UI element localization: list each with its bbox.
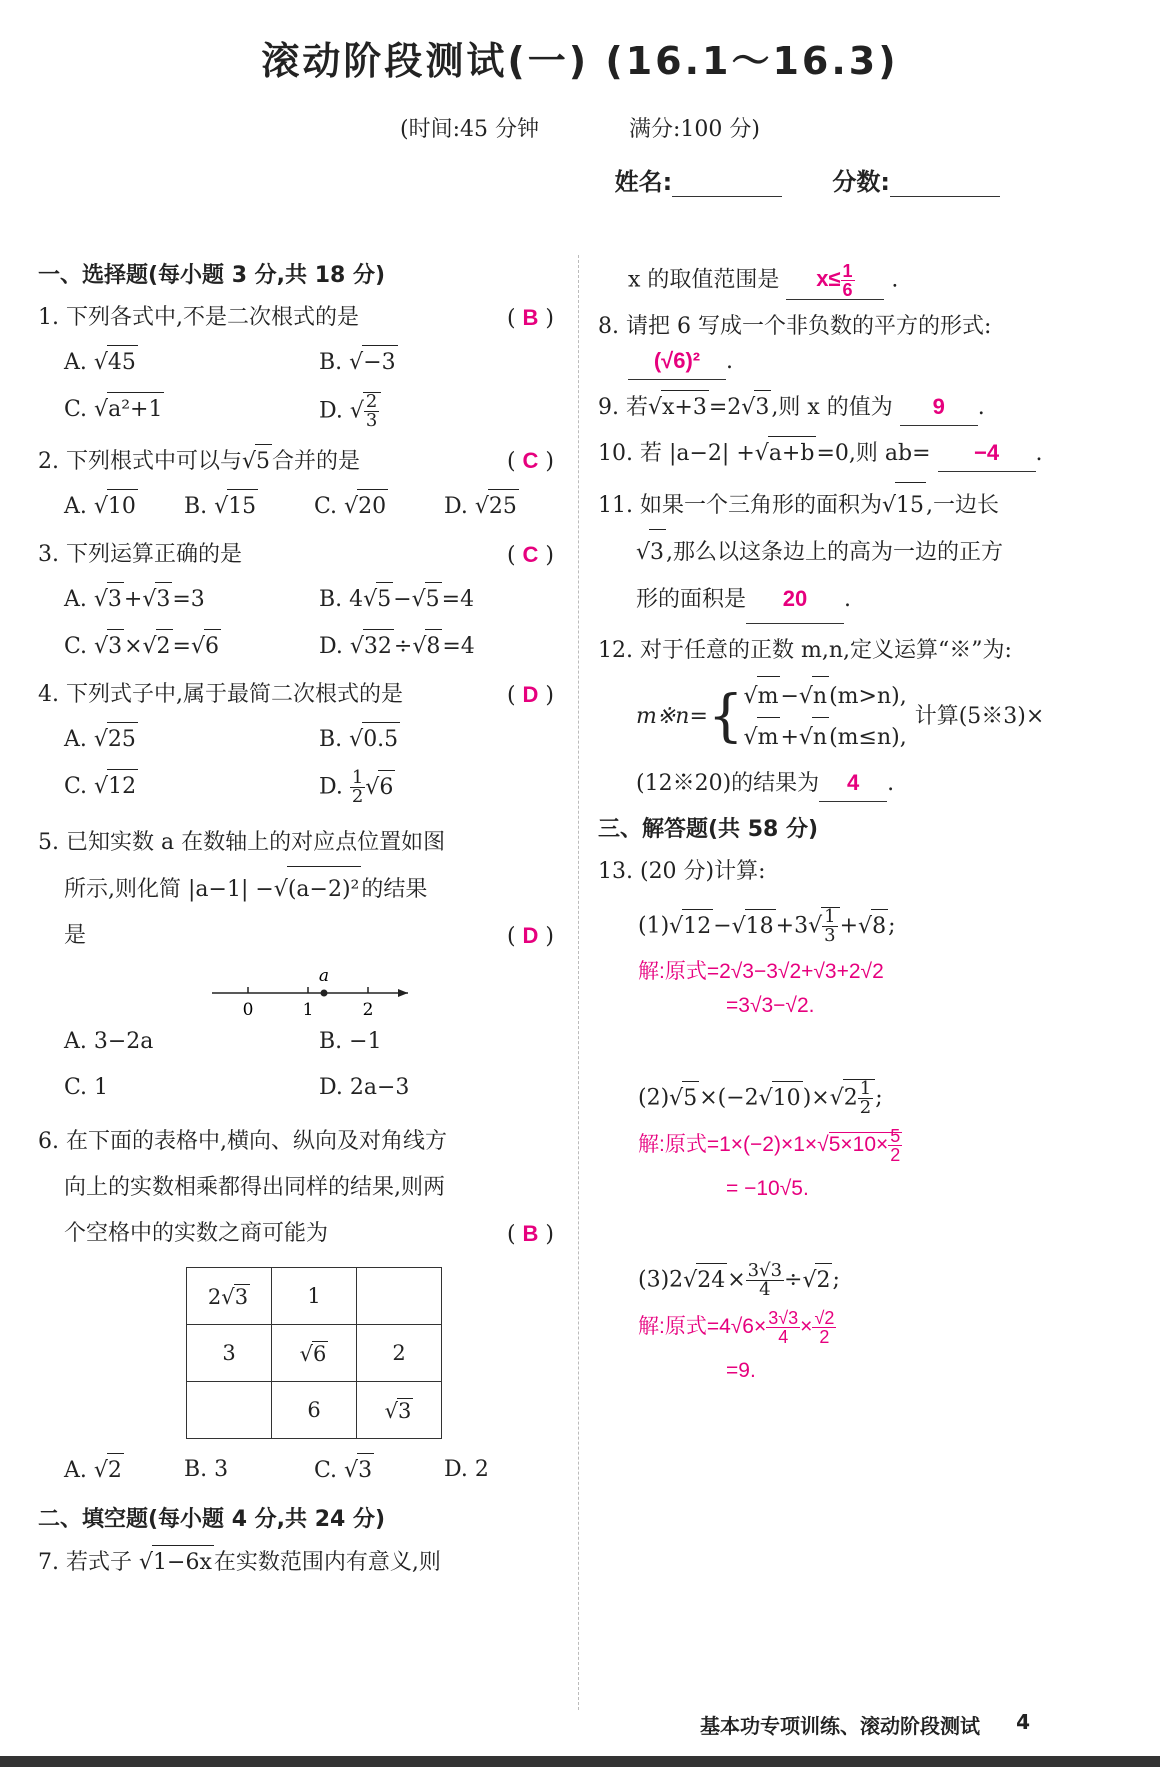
answer-6: B (522, 1221, 539, 1246)
answer-7: x≤ $\frac{1}{6}$ (786, 262, 884, 300)
name-blank[interactable] (672, 174, 782, 197)
answer-9: 9 (932, 394, 945, 419)
table-cell: 2 (357, 1325, 442, 1382)
options-2: A. √10 B. √15 C. √20 D. √25 (38, 489, 558, 524)
bottom-bar (0, 1756, 1160, 1767)
point-a (321, 990, 328, 997)
point-a-label: a (318, 966, 330, 986)
section-choice: 一、选择题(每小题 3 分,共 18 分) (38, 263, 386, 288)
section-fill: 二、填空题(每小题 4 分,共 24 分) (38, 1507, 386, 1532)
axis-arrow (398, 989, 408, 997)
tick-0: 0 (242, 1000, 254, 1020)
table-cell-empty (357, 1268, 442, 1325)
answer-8: (√6)² (628, 344, 726, 380)
page-title: 滚动阶段测试(一) (16.1～16.3) (261, 39, 899, 83)
exam-info (0, 112, 1160, 143)
question-7-cont: x 的取值范围是 x≤ $\frac{1}{6}$ . (628, 261, 899, 300)
table-cell: √6 (272, 1325, 357, 1382)
table-cell: 3 (187, 1325, 272, 1382)
footer-text: 基本功专项训练、滚动阶段测试 (700, 1714, 980, 1738)
question-5: 5. 已知实数 a 在数轴上的对应点位置如图 所示,则化简 |a−1| −√(a−2)²的结果 是 ( D ) (38, 830, 554, 949)
table-cell: 6 (272, 1382, 357, 1439)
time-limit: (时间:45 分钟 (400, 117, 539, 142)
solution-1: 解:原式=2√3−3√2+√3+2√2 =3√3−√2. (638, 960, 884, 1017)
question-7: 7. 若式子 √1−6x在实数范围内有意义,则 (38, 1545, 558, 1580)
options-6: A. √2 B. 3 C. √3 D. 2 (38, 1453, 558, 1488)
answer-3: C (522, 542, 539, 567)
option-1b: B. √−3 (319, 345, 574, 380)
page-number: 4 (1016, 1710, 1030, 1734)
question-12: 12. 对于任意的正数 m,n,定义运算“※”为: m※n= { √m−√n(m>n), √m+√n(m≤n), 计算(5※3)× (12※20)的结果为 4 . (598, 634, 1128, 802)
table-cell: √3 (357, 1382, 442, 1439)
question-13: 13. (20 分)计算: (598, 859, 766, 884)
answer-12: 4 (847, 770, 860, 795)
question-8: 8. 请把 6 写成一个非负数的平方的形式: (√6)² . (598, 310, 1128, 380)
column-divider (578, 255, 579, 1710)
answer-10: −4 (973, 440, 1000, 465)
answer-2: C (522, 448, 539, 473)
option-1d: D. √ $\frac{2}{3}$ (319, 392, 574, 430)
name-score-bar (615, 162, 1000, 197)
question-6: 6. 在下面的表格中,横向、纵向及对角线方 向上的实数相乘都得出同样的结果,则两 个空格中的实数之商可能为 ( B ) (38, 1129, 554, 1247)
q13-part3: (3)2√24× $\frac{3√3}{4}$ ÷√2; (638, 1260, 840, 1300)
question-4: 4. 下列式子中,属于最简二次根式的是 ( D ) (38, 682, 554, 708)
options-3: A. √3+√3=3 B. 4√5−√5=4 C. √3×√2=√6 D. √32÷√8=4 (38, 582, 558, 664)
q13-part2: (2)√5×(−2√10)×√2 $\frac{1}{2}$ ; (638, 1078, 883, 1118)
options-5: A. 3−2a B. −1 C. 1 D. 2a−3 (64, 1029, 410, 1100)
solution-2: 解:原式=1×(−2)×1×√5×10× $\frac{5}{2}$ = −10√5. (638, 1126, 901, 1200)
tick-2: 2 (362, 1000, 374, 1020)
options-1 (38, 345, 558, 430)
question-9: 9. 若√x+3=2√3,则 x 的值为 9 . (598, 390, 1128, 426)
table-cell: 1 (272, 1268, 357, 1325)
question-11: 11. 如果一个三角形的面积为√15,一边长 √3,那么以这条边上的高为一边的正方 形的面积是 20 . (598, 482, 1128, 624)
option-1c: C. √a²+1 (64, 392, 319, 430)
left-column (38, 252, 558, 1590)
answer-11: 20 (782, 586, 808, 611)
section-solve: 三、解答题(共 58 分) (598, 817, 819, 842)
question-2: 2. 下列根式中可以与√5合并的是 ( C ) (38, 444, 558, 479)
question-3: 3. 下列运算正确的是 ( C ) (38, 542, 554, 568)
number-line-figure (38, 965, 558, 1021)
question-1: 1. 下列各式中,不是二次根式的是 ( B ) (38, 305, 554, 331)
name-label: 姓名: (614, 168, 673, 196)
answer-4: D (522, 682, 539, 707)
solution-3: 解:原式=4√6× $\frac{3√3}{4}$ × $\frac{√2}{2}$ =9. (638, 1308, 835, 1382)
options-4: A. √25 B. √0.5 C. √12 D. $\frac{1}{2}$ √6 (38, 722, 558, 806)
answer-1: B (522, 305, 539, 330)
full-score: 满分:100 分) (629, 117, 760, 142)
table-cell-empty (187, 1382, 272, 1439)
magic-table (186, 1267, 442, 1439)
question-10: 10. 若 |a−2| +√a+b=0,则 ab= −4 . (598, 436, 1128, 472)
option-1a: A. √45 (64, 345, 319, 380)
tick-1: 1 (302, 1000, 314, 1020)
table-cell: 2√3 (187, 1268, 272, 1325)
score-label: 分数: (832, 168, 890, 196)
right-column (598, 262, 1128, 1388)
q13-part1: (1)√12−√18+3√ $\frac{1}{3}$ +√8; (638, 906, 896, 946)
answer-5: D (522, 923, 539, 948)
score-blank[interactable] (890, 174, 1000, 197)
